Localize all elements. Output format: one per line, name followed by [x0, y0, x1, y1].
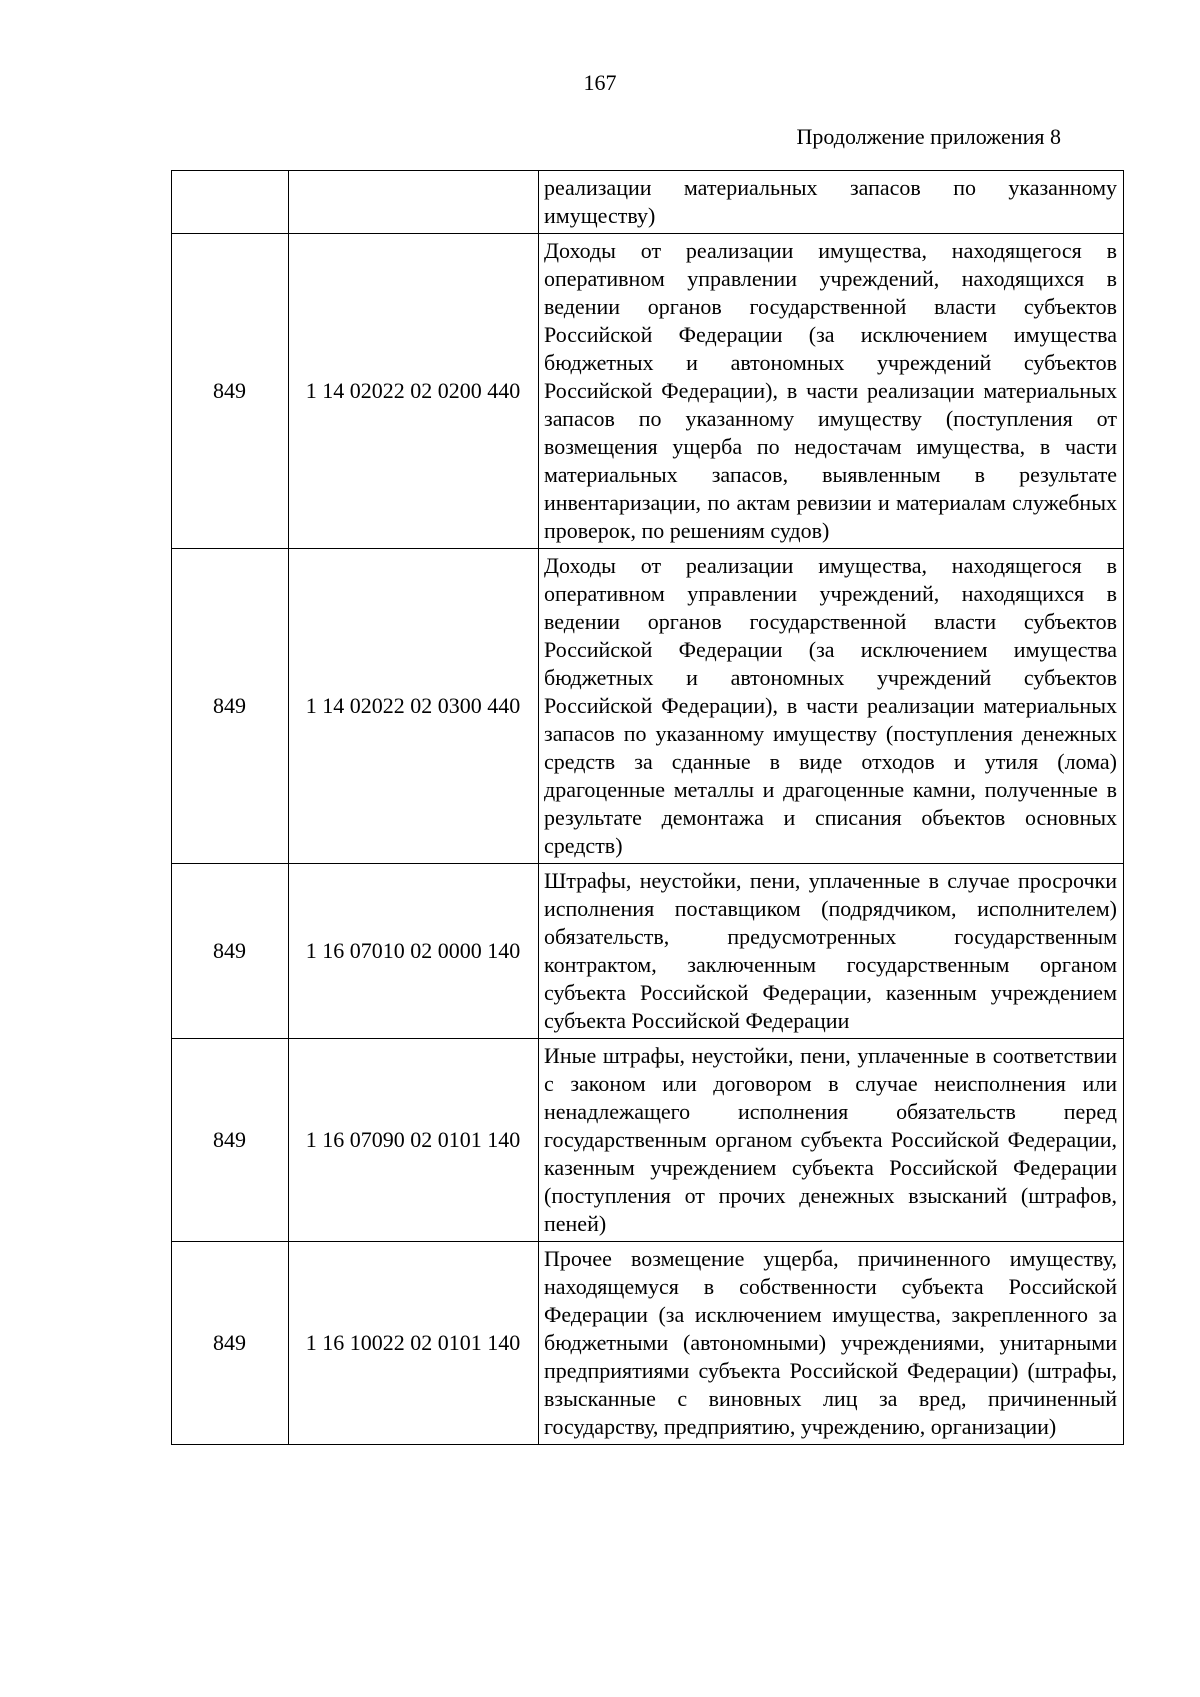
description-cell: реализации материальных запасов по указанному имуществу) — [539, 171, 1124, 234]
budget-code-cell: 1 16 10022 02 0101 140 — [289, 1242, 539, 1445]
description-cell: Доходы от реализации имущества, находящегося в оперативном управлении учреждений, находящихся в ведении органов государственной власти субъектов Российской Федерации (за исключением имущества бюджетных и автономных учреждений субъектов Российской Федерации), в части реализации материальных запасов по указанному имуществу (поступления денежных средств за сданные в виде отходов и утиля (лома) драгоценные металлы и драгоценные камни, полученные в результате демонтажа и списания объектов основных средств) — [539, 549, 1124, 864]
revenue-codes-table — [171, 170, 1124, 1445]
admin-code-cell: 849 — [172, 1039, 289, 1242]
table-row — [172, 1039, 1124, 1242]
description-cell: Доходы от реализации имущества, находящегося в оперативном управлении учреждений, находящихся в ведении органов государственной власти субъектов Российской Федерации (за исключением имущества бюджетных и автономных учреждений субъектов Российской Федерации), в части реализации материальных запасов по указанному имуществу (поступления от возмещения ущерба по недостачам имущества, в части материальных запасов, выявленным в результате инвентаризации, по актам ревизии и материалам служебных проверок, по решениям судов) — [539, 234, 1124, 549]
admin-code-cell: 849 — [172, 234, 289, 549]
admin-code-cell: 849 — [172, 864, 289, 1039]
admin-code-cell — [172, 171, 289, 234]
table-row — [172, 234, 1124, 549]
budget-code-cell: 1 14 02022 02 0300 440 — [289, 549, 539, 864]
table-row — [172, 864, 1124, 1039]
description-cell: Штрафы, неустойки, пени, уплаченные в случае просрочки исполнения поставщиком (подрядчиком, исполнителем) обязательств, предусмотренных государственным контрактом, заключенным государственным органом субъекта Российской Федерации, казенным учреждением субъекта Российской Федерации — [539, 864, 1124, 1039]
budget-code-cell — [289, 171, 539, 234]
table-row — [172, 1242, 1124, 1445]
admin-code-cell: 849 — [172, 1242, 289, 1445]
description-cell: Иные штрафы, неустойки, пени, уплаченные в соответствии с законом или договором в случае неисполнения или ненадлежащего исполнения обязательств перед государственным органом субъекта Российской Федерации, казенным учреждением субъекта Российской Федерации (поступления от прочих денежных взысканий (штрафов, пеней) — [539, 1039, 1124, 1242]
appendix-continuation-heading: Продолжение приложения 8 — [796, 124, 1061, 149]
budget-code-cell: 1 16 07090 02 0101 140 — [289, 1039, 539, 1242]
table-row — [172, 549, 1124, 864]
budget-code-cell: 1 16 07010 02 0000 140 — [289, 864, 539, 1039]
description-cell: Прочее возмещение ущерба, причиненного имуществу, находящемуся в собственности субъекта Российской Федерации (за исключением имущества, закрепленного за бюджетными (автономными) учреждениями, унитарными предприятиями субъекта Российской Федерации) (штрафы, взысканные с виновных лиц за вред, причиненный государству, предприятию, учреждению, организации) — [539, 1242, 1124, 1445]
budget-code-cell: 1 14 02022 02 0200 440 — [289, 234, 539, 549]
admin-code-cell: 849 — [172, 549, 289, 864]
page-number: 167 — [583, 70, 617, 95]
table-row — [172, 171, 1124, 234]
